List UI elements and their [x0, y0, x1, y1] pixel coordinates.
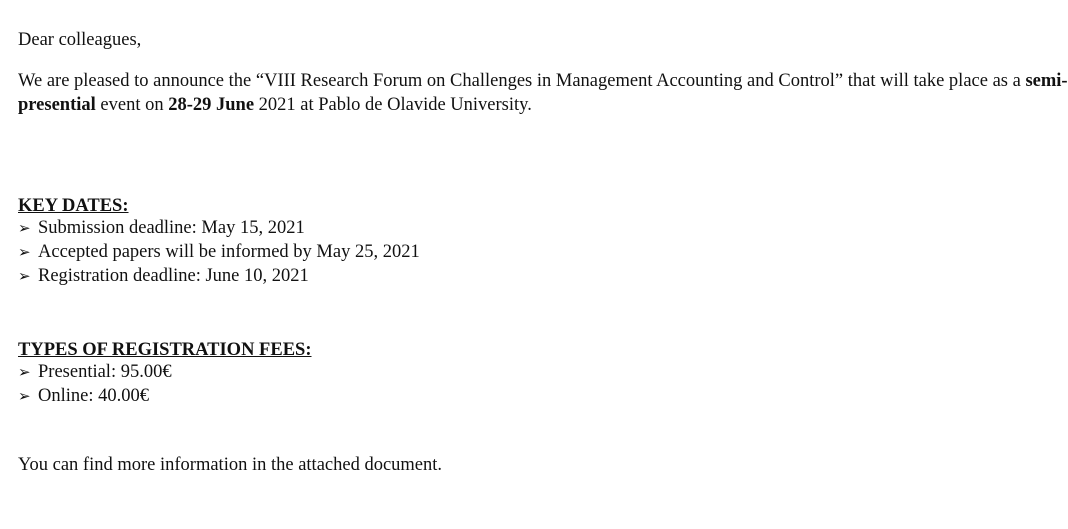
list-item — [18, 384, 172, 408]
list-item — [18, 360, 172, 384]
list-item — [18, 240, 420, 264]
arrow-bullet-icon: ➢ — [18, 267, 31, 285]
arrow-bullet-icon: ➢ — [18, 219, 31, 237]
list-item — [18, 216, 420, 240]
intro-text-part2: event on — [95, 95, 169, 115]
arrow-bullet-icon: ➢ — [18, 363, 31, 381]
registration-fees-list — [18, 360, 172, 408]
intro-text-part3: 2021 at Pablo de Olavide University. — [254, 95, 532, 115]
greeting-text: Dear colleagues, — [18, 30, 142, 50]
list-item-text: Accepted papers will be informed by May 25, 2021 — [38, 242, 420, 262]
list-item — [18, 264, 420, 288]
registration-fees-heading: TYPES OF REGISTRATION FEES: — [18, 340, 312, 360]
list-item-text: Presential: 95.00€ — [38, 362, 172, 382]
arrow-bullet-icon: ➢ — [18, 387, 31, 405]
intro-text-part1: We are pleased to announce the “VIII Research Forum on Challenges in Management Accounting and Control” that will take place as a — [18, 71, 1026, 91]
list-item-text: Submission deadline: May 15, 2021 — [38, 218, 305, 238]
intro-bold-format: semi-presential — [18, 71, 1068, 115]
key-dates-list — [18, 216, 420, 288]
arrow-bullet-icon: ➢ — [18, 243, 31, 261]
intro-paragraph — [18, 69, 1068, 117]
intro-bold-dates: 28-29 June — [168, 95, 255, 115]
list-item-text: Online: 40.00€ — [38, 386, 149, 406]
closing-text: You can find more information in the attached document. — [18, 455, 443, 475]
key-dates-heading: KEY DATES: — [18, 196, 129, 216]
list-item-text: Registration deadline: June 10, 2021 — [38, 266, 309, 286]
